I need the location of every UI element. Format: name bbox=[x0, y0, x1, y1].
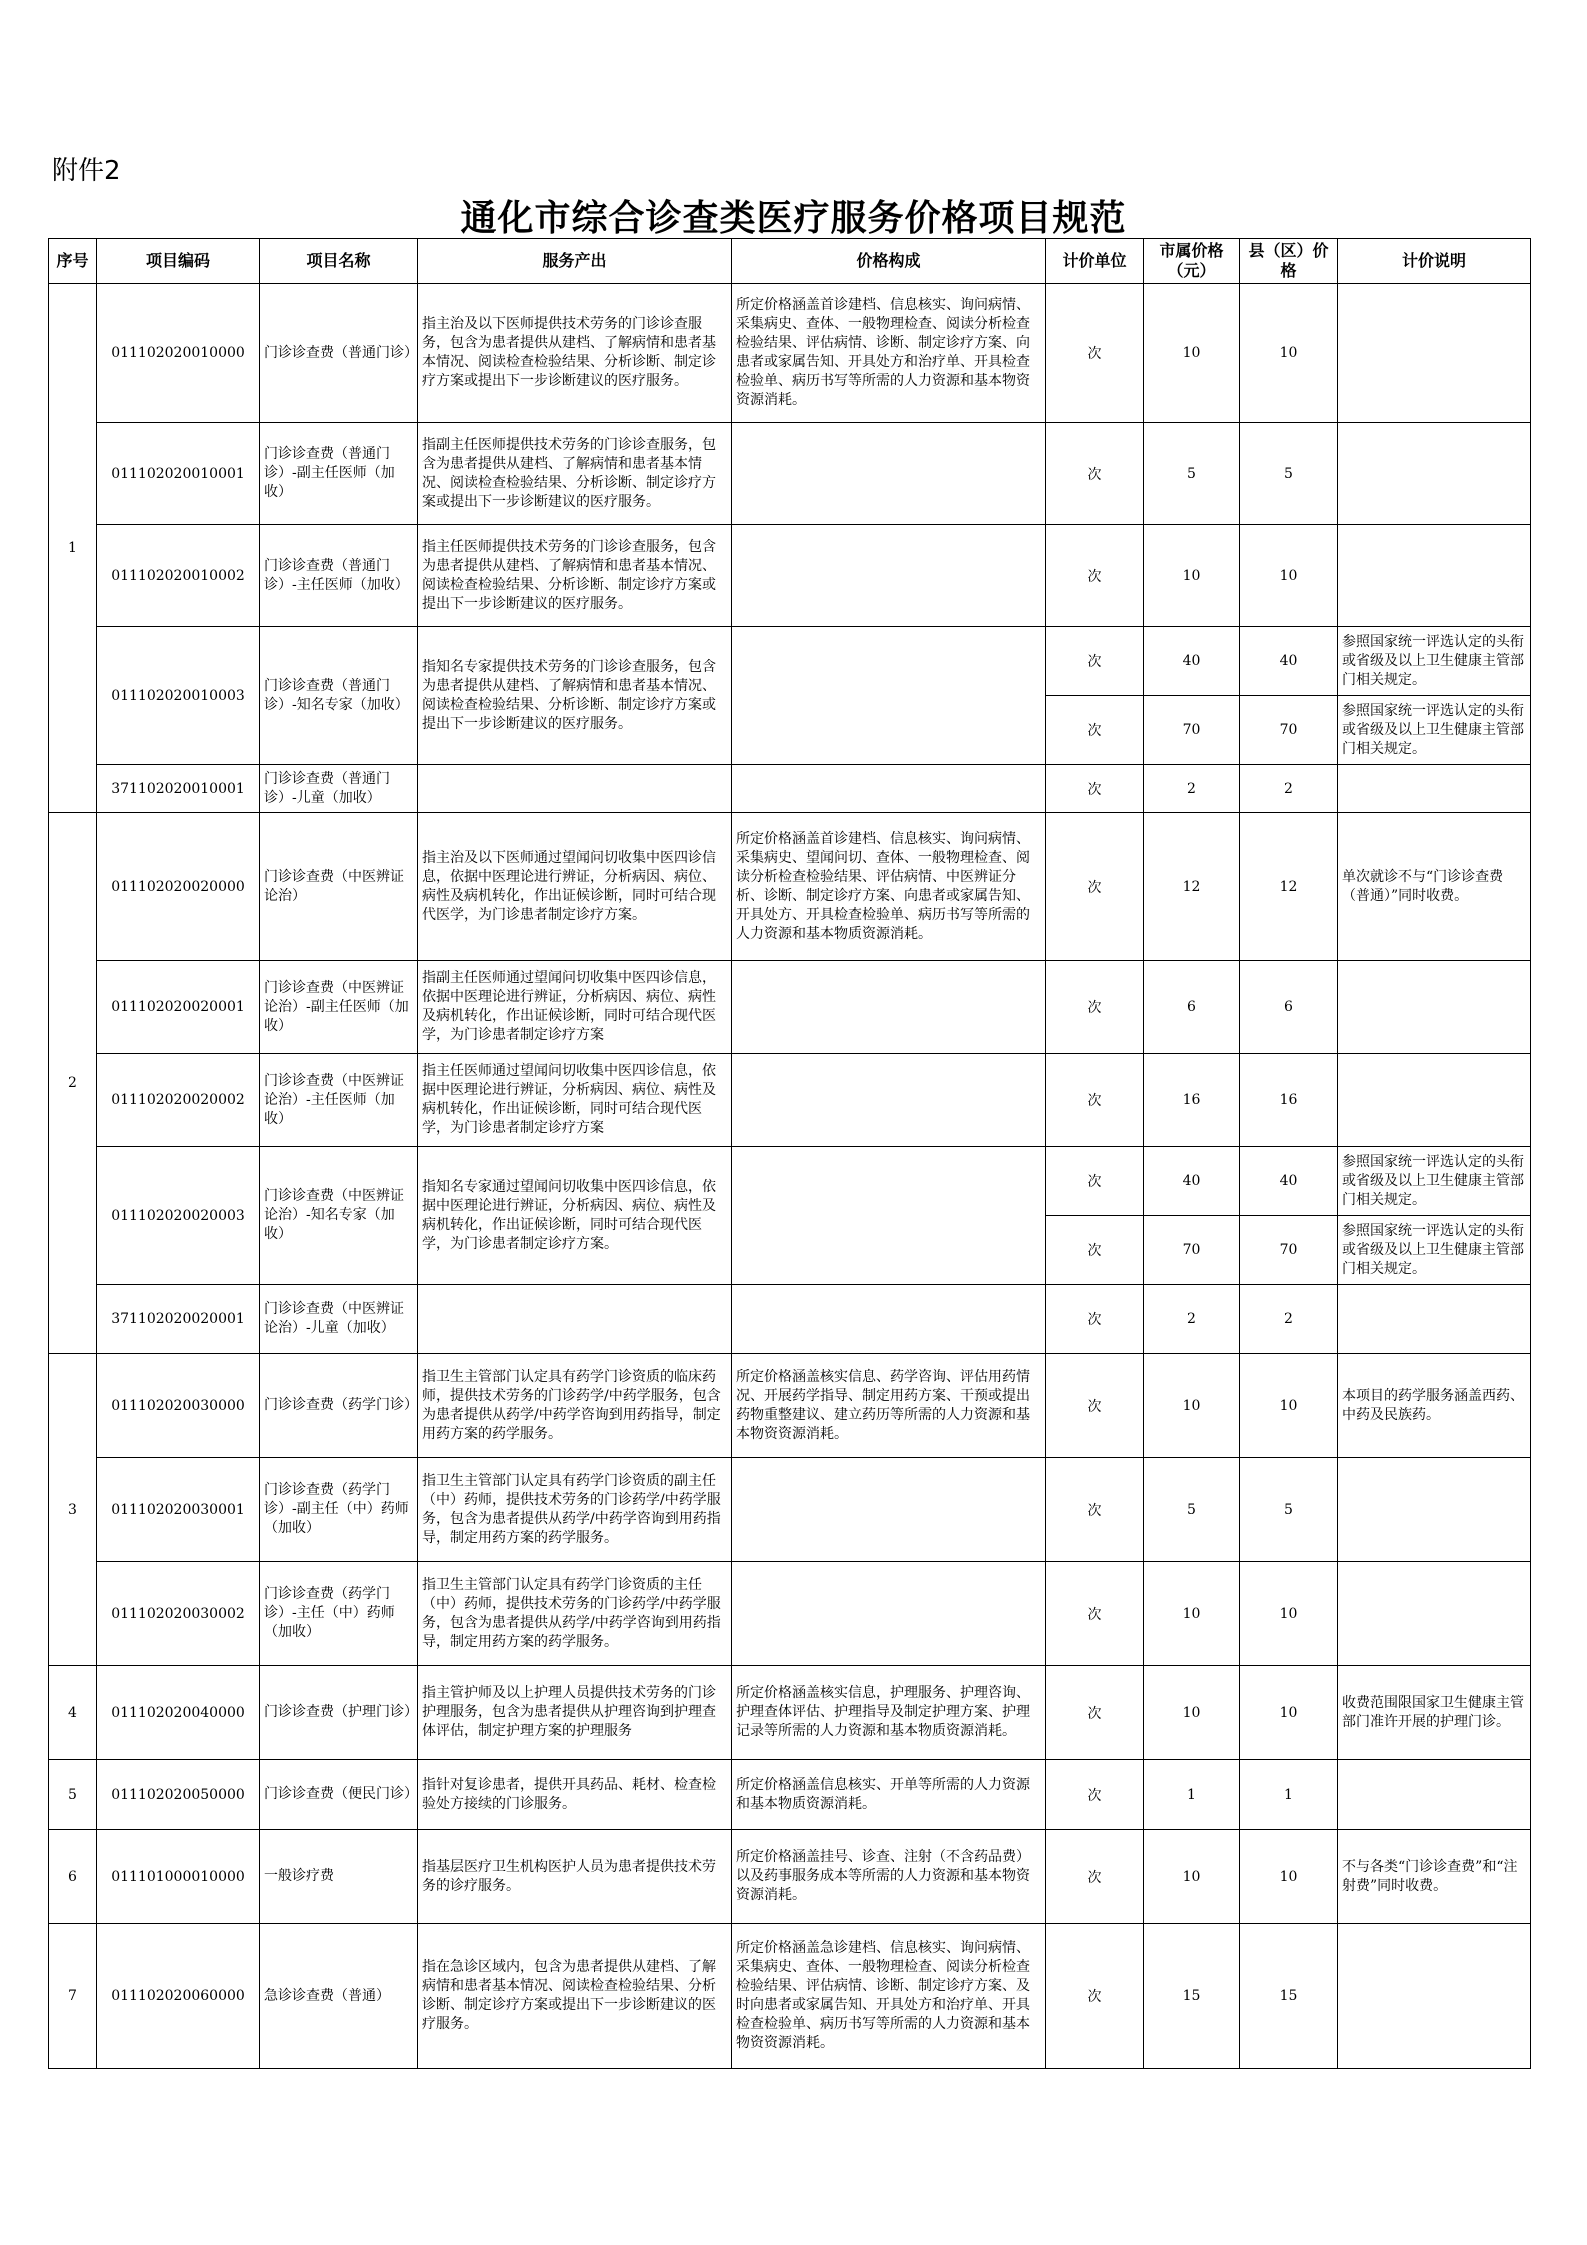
composition-cell bbox=[732, 1285, 1046, 1354]
city-price-cell: 10 bbox=[1144, 525, 1240, 627]
unit-cell: 次 bbox=[1046, 1760, 1144, 1830]
county-price-cell: 5 bbox=[1240, 1458, 1338, 1562]
table-row bbox=[49, 1760, 1531, 1830]
seq-cell: 6 bbox=[49, 1830, 97, 1924]
table-row bbox=[49, 1924, 1531, 2069]
county-price-cell: 10 bbox=[1240, 1666, 1338, 1760]
output-cell: 指针对复诊患者，提供开具药品、耗材、检查检验处方接续的门诊服务。 bbox=[418, 1760, 732, 1830]
note-cell bbox=[1338, 1458, 1531, 1562]
county-price-cell: 10 bbox=[1240, 284, 1338, 423]
city-price-cell: 12 bbox=[1144, 813, 1240, 961]
city-price-cell: 5 bbox=[1144, 1458, 1240, 1562]
seq-cell: 1 bbox=[49, 284, 97, 813]
note-cell bbox=[1338, 1285, 1531, 1354]
note-cell bbox=[1338, 1924, 1531, 2069]
header-unit: 计价单位 bbox=[1046, 239, 1144, 284]
name-cell: 门诊诊查费（中医辨证论治）-知名专家（加收） bbox=[260, 1147, 418, 1285]
name-cell: 门诊诊查费（普通门诊）-知名专家（加收） bbox=[260, 627, 418, 765]
code-cell: 371102020020001 bbox=[97, 1285, 260, 1354]
name-cell: 门诊诊查费（中医辨证论治）-副主任医师（加收） bbox=[260, 961, 418, 1054]
code-cell: 011102020030000 bbox=[97, 1354, 260, 1458]
name-cell: 门诊诊查费（普通门诊）-儿童（加收） bbox=[260, 765, 418, 813]
header-composition: 价格构成 bbox=[732, 239, 1046, 284]
name-cell: 门诊诊查费（中医辨证论治）-主任医师（加收） bbox=[260, 1054, 418, 1147]
composition-cell: 所定价格涵盖核实信息，护理服务、护理咨询、护理查体评估、护理指导及制定护理方案、护理记录等所需的人力资源和基本物质资源消耗。 bbox=[732, 1666, 1046, 1760]
composition-cell: 所定价格涵盖急诊建档、信息核实、询问病情、采集病史、查体、一般物理检查、阅读分析检查检验结果、评估病情、诊断、制定诊疗方案、及时向患者或家属告知、开具处方和治疗单、开具检查检验单、病历书写等所需的人力资源和基本物资资源消耗。 bbox=[732, 1924, 1046, 2069]
header-name: 项目名称 bbox=[260, 239, 418, 284]
unit-cell: 次 bbox=[1046, 1216, 1144, 1285]
composition-cell bbox=[732, 1562, 1046, 1666]
composition-cell bbox=[732, 1147, 1046, 1285]
name-cell: 门诊诊查费（护理门诊） bbox=[260, 1666, 418, 1760]
city-price-cell: 1 bbox=[1144, 1760, 1240, 1830]
county-price-cell: 70 bbox=[1240, 1216, 1338, 1285]
table-header-row bbox=[49, 239, 1531, 284]
composition-cell: 所定价格涵盖首诊建档、信息核实、询问病情、采集病史、查体、一般物理检查、阅读分析检查检验结果、评估病情、诊断、制定诊疗方案、向患者或家属告知、开具处方和治疗单、开具检查检验单、病历书写等所需的人力资源和基本物资资源消耗。 bbox=[732, 284, 1046, 423]
note-cell bbox=[1338, 1562, 1531, 1666]
note-cell bbox=[1338, 765, 1531, 813]
city-price-cell: 2 bbox=[1144, 765, 1240, 813]
header-note: 计价说明 bbox=[1338, 239, 1531, 284]
composition-cell bbox=[732, 627, 1046, 765]
page-title: 通化市综合诊查类医疗服务价格项目规范 bbox=[460, 198, 1127, 239]
table-row bbox=[49, 423, 1531, 525]
seq-cell: 2 bbox=[49, 813, 97, 1354]
output-cell bbox=[418, 765, 732, 813]
seq-cell: 5 bbox=[49, 1760, 97, 1830]
note-cell bbox=[1338, 525, 1531, 627]
unit-cell: 次 bbox=[1046, 1285, 1144, 1354]
output-cell: 指在急诊区域内，包含为患者提供从建档、了解病情和患者基本情况、阅读检查检验结果、分析诊断、制定诊疗方案或提出下一步诊断建议的医疗服务。 bbox=[418, 1924, 732, 2069]
composition-cell: 所定价格涵盖信息核实、开单等所需的人力资源和基本物质资源消耗。 bbox=[732, 1760, 1046, 1830]
county-price-cell: 70 bbox=[1240, 696, 1338, 765]
name-cell: 门诊诊查费（中医辨证论治） bbox=[260, 813, 418, 961]
composition-cell bbox=[732, 525, 1046, 627]
note-cell bbox=[1338, 423, 1531, 525]
output-cell: 指主管护师及以上护理人员提供技术劳务的门诊护理服务，包含为患者提供从护理咨询到护理查体评估，制定护理方案的护理服务 bbox=[418, 1666, 732, 1760]
city-price-cell: 6 bbox=[1144, 961, 1240, 1054]
output-cell: 指副主任医师提供技术劳务的门诊诊查服务，包含为患者提供从建档、了解病情和患者基本情况、阅读检查检验结果、分析诊断、制定诊疗方案或提出下一步诊断建议的医疗服务。 bbox=[418, 423, 732, 525]
county-price-cell: 15 bbox=[1240, 1924, 1338, 2069]
price-table bbox=[48, 238, 1531, 2069]
composition-cell bbox=[732, 765, 1046, 813]
unit-cell: 次 bbox=[1046, 1458, 1144, 1562]
table-row bbox=[49, 1354, 1531, 1458]
header-city-price: 市属价格（元） bbox=[1144, 239, 1240, 284]
city-price-cell: 5 bbox=[1144, 423, 1240, 525]
output-cell: 指主任医师提供技术劳务的门诊诊查服务，包含为患者提供从建档、了解病情和患者基本情况、阅读检查检验结果、分析诊断、制定诊疗方案或提出下一步诊断建议的医疗服务。 bbox=[418, 525, 732, 627]
output-cell: 指知名专家提供技术劳务的门诊诊查服务，包含为患者提供从建档、了解病情和患者基本情况、阅读检查检验结果、分析诊断、制定诊疗方案或提出下一步诊断建议的医疗服务。 bbox=[418, 627, 732, 765]
city-price-cell: 10 bbox=[1144, 284, 1240, 423]
name-cell: 一般诊疗费 bbox=[260, 1830, 418, 1924]
table-row bbox=[49, 627, 1531, 696]
unit-cell: 次 bbox=[1046, 423, 1144, 525]
city-price-cell: 10 bbox=[1144, 1562, 1240, 1666]
seq-cell: 7 bbox=[49, 1924, 97, 2069]
name-cell: 门诊诊查费（普通门诊） bbox=[260, 284, 418, 423]
county-price-cell: 6 bbox=[1240, 961, 1338, 1054]
output-cell: 指副主任医师通过望闻问切收集中医四诊信息，依据中医理论进行辨证，分析病因、病位、病性及病机转化，作出证候诊断，同时可结合现代医学，为门诊患者制定诊疗方案 bbox=[418, 961, 732, 1054]
output-cell: 指主治及以下医师提供技术劳务的门诊诊查服务，包含为患者提供从建档、了解病情和患者基本情况、阅读检查检验结果、分析诊断、制定诊疗方案或提出下一步诊断建议的医疗服务。 bbox=[418, 284, 732, 423]
table-row bbox=[49, 1285, 1531, 1354]
seq-cell: 4 bbox=[49, 1666, 97, 1760]
note-cell bbox=[1338, 1054, 1531, 1147]
table-row bbox=[49, 961, 1531, 1054]
unit-cell: 次 bbox=[1046, 525, 1144, 627]
note-cell: 参照国家统一评选认定的头衔或省级及以上卫生健康主管部门相关规定。 bbox=[1338, 627, 1531, 696]
output-cell: 指知名专家通过望闻问切收集中医四诊信息，依据中医理论进行辨证，分析病因、病位、病性及病机转化，作出证候诊断，同时可结合现代医学，为门诊患者制定诊疗方案。 bbox=[418, 1147, 732, 1285]
county-price-cell: 40 bbox=[1240, 627, 1338, 696]
output-cell: 指卫生主管部门认定具有药学门诊资质的临床药师，提供技术劳务的门诊药学/中药学服务，包含为患者提供从药学/中药学咨询到用药指导，制定用药方案的药学服务。 bbox=[418, 1354, 732, 1458]
name-cell: 门诊诊查费（普通门诊）-主任医师（加收） bbox=[260, 525, 418, 627]
composition-cell bbox=[732, 1458, 1046, 1562]
unit-cell: 次 bbox=[1046, 1830, 1144, 1924]
county-price-cell: 10 bbox=[1240, 1562, 1338, 1666]
table-row bbox=[49, 1666, 1531, 1760]
header-output: 服务产出 bbox=[418, 239, 732, 284]
attachment-label: 附件2 bbox=[52, 156, 121, 186]
code-cell: 011102020060000 bbox=[97, 1924, 260, 2069]
note-cell: 参照国家统一评选认定的头衔或省级及以上卫生健康主管部门相关规定。 bbox=[1338, 1147, 1531, 1216]
unit-cell: 次 bbox=[1046, 765, 1144, 813]
composition-cell bbox=[732, 1054, 1046, 1147]
output-cell bbox=[418, 1285, 732, 1354]
composition-cell bbox=[732, 423, 1046, 525]
county-price-cell: 5 bbox=[1240, 423, 1338, 525]
unit-cell: 次 bbox=[1046, 1666, 1144, 1760]
city-price-cell: 2 bbox=[1144, 1285, 1240, 1354]
header-code: 项目编码 bbox=[97, 239, 260, 284]
code-cell: 011102020030002 bbox=[97, 1562, 260, 1666]
composition-cell: 所定价格涵盖核实信息、药学咨询、评估用药情况、开展药学指导、制定用药方案、干预或提出药物重整建议、建立药历等所需的人力资源和基本物资资源消耗。 bbox=[732, 1354, 1046, 1458]
city-price-cell: 10 bbox=[1144, 1830, 1240, 1924]
output-cell: 指基层医疗卫生机构医护人员为患者提供技术劳务的诊疗服务。 bbox=[418, 1830, 732, 1924]
county-price-cell: 10 bbox=[1240, 525, 1338, 627]
note-cell: 本项目的药学服务涵盖西药、中药及民族药。 bbox=[1338, 1354, 1531, 1458]
county-price-cell: 40 bbox=[1240, 1147, 1338, 1216]
name-cell: 门诊诊查费（便民门诊） bbox=[260, 1760, 418, 1830]
code-cell: 371102020010001 bbox=[97, 765, 260, 813]
table-row bbox=[49, 813, 1531, 961]
composition-cell: 所定价格涵盖首诊建档、信息核实、询问病情、采集病史、望闻问切、查体、一般物理检查、阅读分析检查检验结果、评估病情、中医辨证分析、诊断、制定诊疗方案、向患者或家属告知、开具处方、开具检查检验单、病历书写等所需的人力资源和基本物质资源消耗。 bbox=[732, 813, 1046, 961]
county-price-cell: 10 bbox=[1240, 1830, 1338, 1924]
table-row bbox=[49, 1830, 1531, 1924]
note-cell: 不与各类“门诊诊查费”和“注射费”同时收费。 bbox=[1338, 1830, 1531, 1924]
table-row bbox=[49, 284, 1531, 423]
code-cell: 011102020010001 bbox=[97, 423, 260, 525]
name-cell: 门诊诊查费（普通门诊）-副主任医师（加收） bbox=[260, 423, 418, 525]
table-row bbox=[49, 1562, 1531, 1666]
seq-cell: 3 bbox=[49, 1354, 97, 1666]
note-cell: 参照国家统一评选认定的头衔或省级及以上卫生健康主管部门相关规定。 bbox=[1338, 696, 1531, 765]
city-price-cell: 16 bbox=[1144, 1054, 1240, 1147]
code-cell: 011102020020001 bbox=[97, 961, 260, 1054]
name-cell: 门诊诊查费（中医辨证论治）-儿童（加收） bbox=[260, 1285, 418, 1354]
unit-cell: 次 bbox=[1046, 1054, 1144, 1147]
table-row bbox=[49, 1054, 1531, 1147]
city-price-cell: 15 bbox=[1144, 1924, 1240, 2069]
county-price-cell: 10 bbox=[1240, 1354, 1338, 1458]
unit-cell: 次 bbox=[1046, 813, 1144, 961]
table-row bbox=[49, 1147, 1531, 1216]
unit-cell: 次 bbox=[1046, 1924, 1144, 2069]
note-cell bbox=[1338, 284, 1531, 423]
unit-cell: 次 bbox=[1046, 1354, 1144, 1458]
name-cell: 门诊诊查费（药学门诊）-副主任（中）药师（加收） bbox=[260, 1458, 418, 1562]
note-cell bbox=[1338, 961, 1531, 1054]
unit-cell: 次 bbox=[1046, 1562, 1144, 1666]
city-price-cell: 70 bbox=[1144, 1216, 1240, 1285]
output-cell: 指卫生主管部门认定具有药学门诊资质的副主任（中）药师，提供技术劳务的门诊药学/中药学服务，包含为患者提供从药学/中药学咨询到用药指导，制定用药方案的药学服务。 bbox=[418, 1458, 732, 1562]
header-county-price: 县（区）价格 bbox=[1240, 239, 1338, 284]
city-price-cell: 40 bbox=[1144, 1147, 1240, 1216]
header-seq: 序号 bbox=[49, 239, 97, 284]
county-price-cell: 2 bbox=[1240, 765, 1338, 813]
table-row bbox=[49, 765, 1531, 813]
name-cell: 门诊诊查费（药学门诊） bbox=[260, 1354, 418, 1458]
county-price-cell: 2 bbox=[1240, 1285, 1338, 1354]
note-cell bbox=[1338, 1760, 1531, 1830]
unit-cell: 次 bbox=[1046, 627, 1144, 696]
note-cell: 参照国家统一评选认定的头衔或省级及以上卫生健康主管部门相关规定。 bbox=[1338, 1216, 1531, 1285]
composition-cell bbox=[732, 961, 1046, 1054]
table-row bbox=[49, 1458, 1531, 1562]
code-cell: 011102020050000 bbox=[97, 1760, 260, 1830]
output-cell: 指主任医师通过望闻问切收集中医四诊信息，依据中医理论进行辨证，分析病因、病位、病性及病机转化，作出证候诊断，同时可结合现代医学，为门诊患者制定诊疗方案 bbox=[418, 1054, 732, 1147]
county-price-cell: 12 bbox=[1240, 813, 1338, 961]
output-cell: 指主治及以下医师通过望闻问切收集中医四诊信息，依据中医理论进行辨证，分析病因、病位、病性及病机转化，作出证候诊断，同时可结合现代医学，为门诊患者制定诊疗方案。 bbox=[418, 813, 732, 961]
county-price-cell: 16 bbox=[1240, 1054, 1338, 1147]
city-price-cell: 40 bbox=[1144, 627, 1240, 696]
code-cell: 011102020040000 bbox=[97, 1666, 260, 1760]
table-row bbox=[49, 525, 1531, 627]
city-price-cell: 10 bbox=[1144, 1354, 1240, 1458]
code-cell: 011102020020002 bbox=[97, 1054, 260, 1147]
output-cell: 指卫生主管部门认定具有药学门诊资质的主任（中）药师，提供技术劳务的门诊药学/中药学服务，包含为患者提供从药学/中药学咨询到用药指导，制定用药方案的药学服务。 bbox=[418, 1562, 732, 1666]
code-cell: 011102020010003 bbox=[97, 627, 260, 765]
name-cell: 急诊诊查费（普通） bbox=[260, 1924, 418, 2069]
code-cell: 011102020020003 bbox=[97, 1147, 260, 1285]
county-price-cell: 1 bbox=[1240, 1760, 1338, 1830]
code-cell: 011101000010000 bbox=[97, 1830, 260, 1924]
code-cell: 011102020010002 bbox=[97, 525, 260, 627]
unit-cell: 次 bbox=[1046, 284, 1144, 423]
note-cell: 单次就诊不与“门诊诊查费（普通）”同时收费。 bbox=[1338, 813, 1531, 961]
city-price-cell: 70 bbox=[1144, 696, 1240, 765]
code-cell: 011102020030001 bbox=[97, 1458, 260, 1562]
city-price-cell: 10 bbox=[1144, 1666, 1240, 1760]
unit-cell: 次 bbox=[1046, 696, 1144, 765]
note-cell: 收费范围限国家卫生健康主管部门准许开展的护理门诊。 bbox=[1338, 1666, 1531, 1760]
code-cell: 011102020010000 bbox=[97, 284, 260, 423]
unit-cell: 次 bbox=[1046, 961, 1144, 1054]
name-cell: 门诊诊查费（药学门诊）-主任（中）药师（加收） bbox=[260, 1562, 418, 1666]
unit-cell: 次 bbox=[1046, 1147, 1144, 1216]
composition-cell: 所定价格涵盖挂号、诊查、注射（不含药品费）以及药事服务成本等所需的人力资源和基本物资资源消耗。 bbox=[732, 1830, 1046, 1924]
code-cell: 011102020020000 bbox=[97, 813, 260, 961]
